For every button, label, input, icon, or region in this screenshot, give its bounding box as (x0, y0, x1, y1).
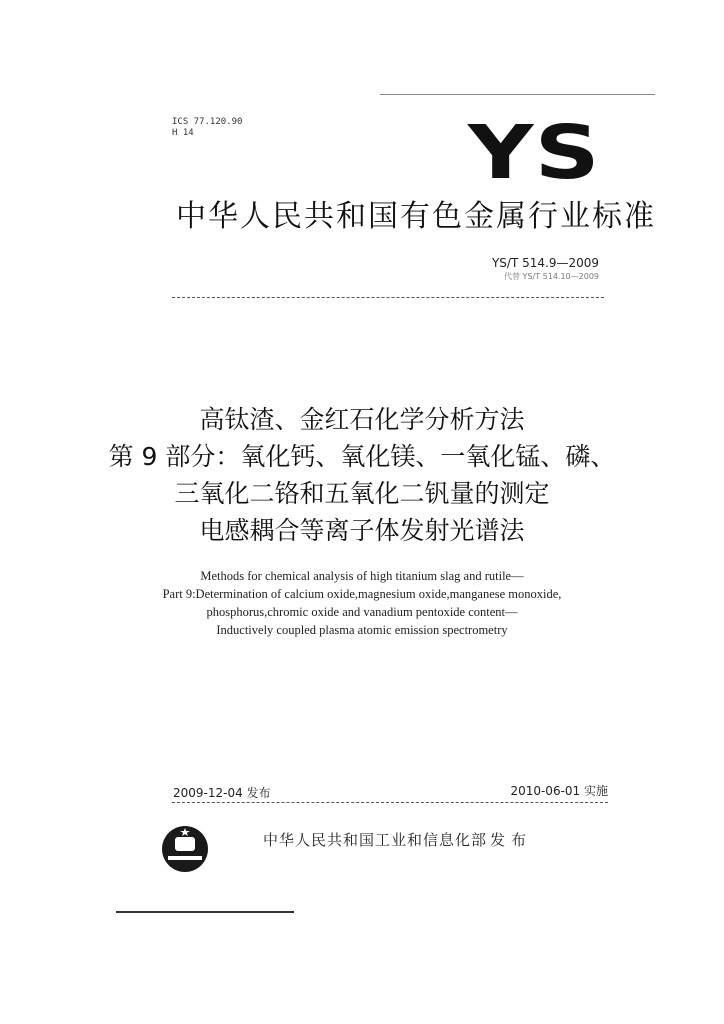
publisher-name: 中华人民共和国工业和信息化部 (263, 831, 488, 849)
national-emblem-icon (162, 826, 208, 872)
classification-codes (172, 117, 242, 139)
title-en-line-2: Part 9:Determination of calcium oxide,magnesium oxide,manganese monoxide, (162, 587, 562, 601)
replaces-standard: 代替 YS/T 514.10—2009 (504, 272, 599, 281)
ys-logo: YS (468, 110, 601, 196)
ccs-code: H 14 (172, 128, 194, 138)
issue-date: 2009-12-04 发布 (173, 786, 271, 800)
footer-divider (172, 802, 608, 803)
title-en-line-3: phosphorus,chromic oxide and vanadium pentoxide content— (206, 605, 518, 619)
title-cn-line-4: 电感耦合等离子体发射光谱法 (199, 516, 525, 545)
header-divider (172, 297, 604, 298)
title-cn-line-3: 三氧化二铬和五氧化二钒量的测定 (174, 479, 550, 508)
title-cn-line-2: 第 9 部分：氧化钙、氧化镁、一氧化锰、磷、 (108, 442, 616, 471)
title-cn-line-1: 高钛渣、金红石化学分析方法 (199, 405, 525, 434)
title-en-line-4: Inductively coupled plasma atomic emission spectrometry (216, 623, 508, 637)
bottom-rule (116, 911, 294, 913)
title-en-line-1: Methods for chemical analysis of high titanium slag and rutile— (200, 569, 524, 583)
ics-code: ICS 77.120.90 (172, 117, 243, 127)
top-rule (380, 94, 655, 95)
implementation-date: 2010-06-01 实施 (510, 784, 608, 798)
organization-title: 中华人民共和国有色金属行业标准 (176, 199, 656, 234)
publish-label: 发布 (490, 831, 533, 849)
standard-number: YS/T 514.9—2009 (491, 256, 599, 270)
